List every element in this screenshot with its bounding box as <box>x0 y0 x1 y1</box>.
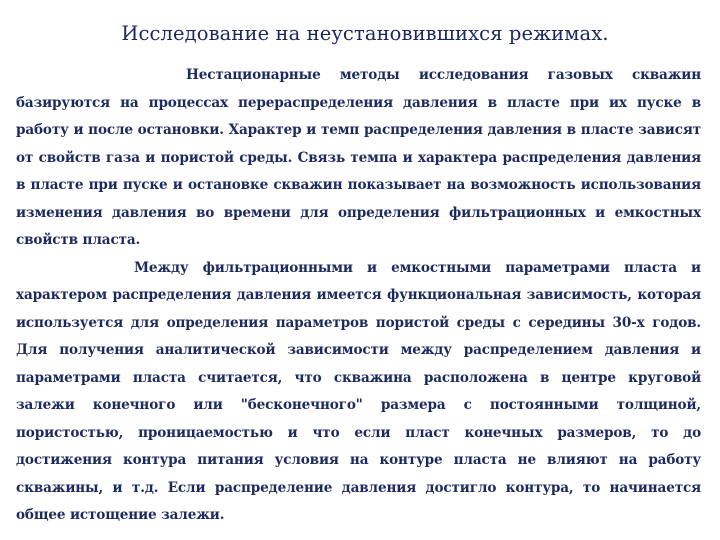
body-text <box>16 62 701 530</box>
paragraph-2-text: Между фильтрационными и емкостными параметрами пласта и характером распределения давления имеется функциональная зависимость, которая используется для определения параметров пористой среды с середины 30-х годов. Для получения аналитической зависимости между распределением давления и параметрами пласта считается, что скважина расположена в центре круговой залежи конечного или "бесконечного" размера с постоянными толщиной, пористостью, проницаемостью и что если пласт конечных размеров, то до достижения контура питания условия на контуре пласта не влияют на работу скважины, и т.д. Если распределение давления достигло контура, то начинается общее истощение залежи. <box>16 259 701 523</box>
paragraph-2 <box>16 255 701 530</box>
slide-title: Исследование на неустановившихся режимах. <box>121 22 609 45</box>
paragraph-1 <box>16 62 701 255</box>
paragraph-1-text: Нестационарные методы исследования газовых скважин базируются на процессах перераспределения давления в пласте при их пуске в работу и после остановки. Характер и темп распределения давления в пласте зависят от свойств газа и пористой среды. Связь темпа и характера распределения давления в пласте при пуске и остановке скважин показывает на возможность использования изменения давления во времени для определения фильтрационных и емкостных свойств пласта. <box>16 67 701 248</box>
